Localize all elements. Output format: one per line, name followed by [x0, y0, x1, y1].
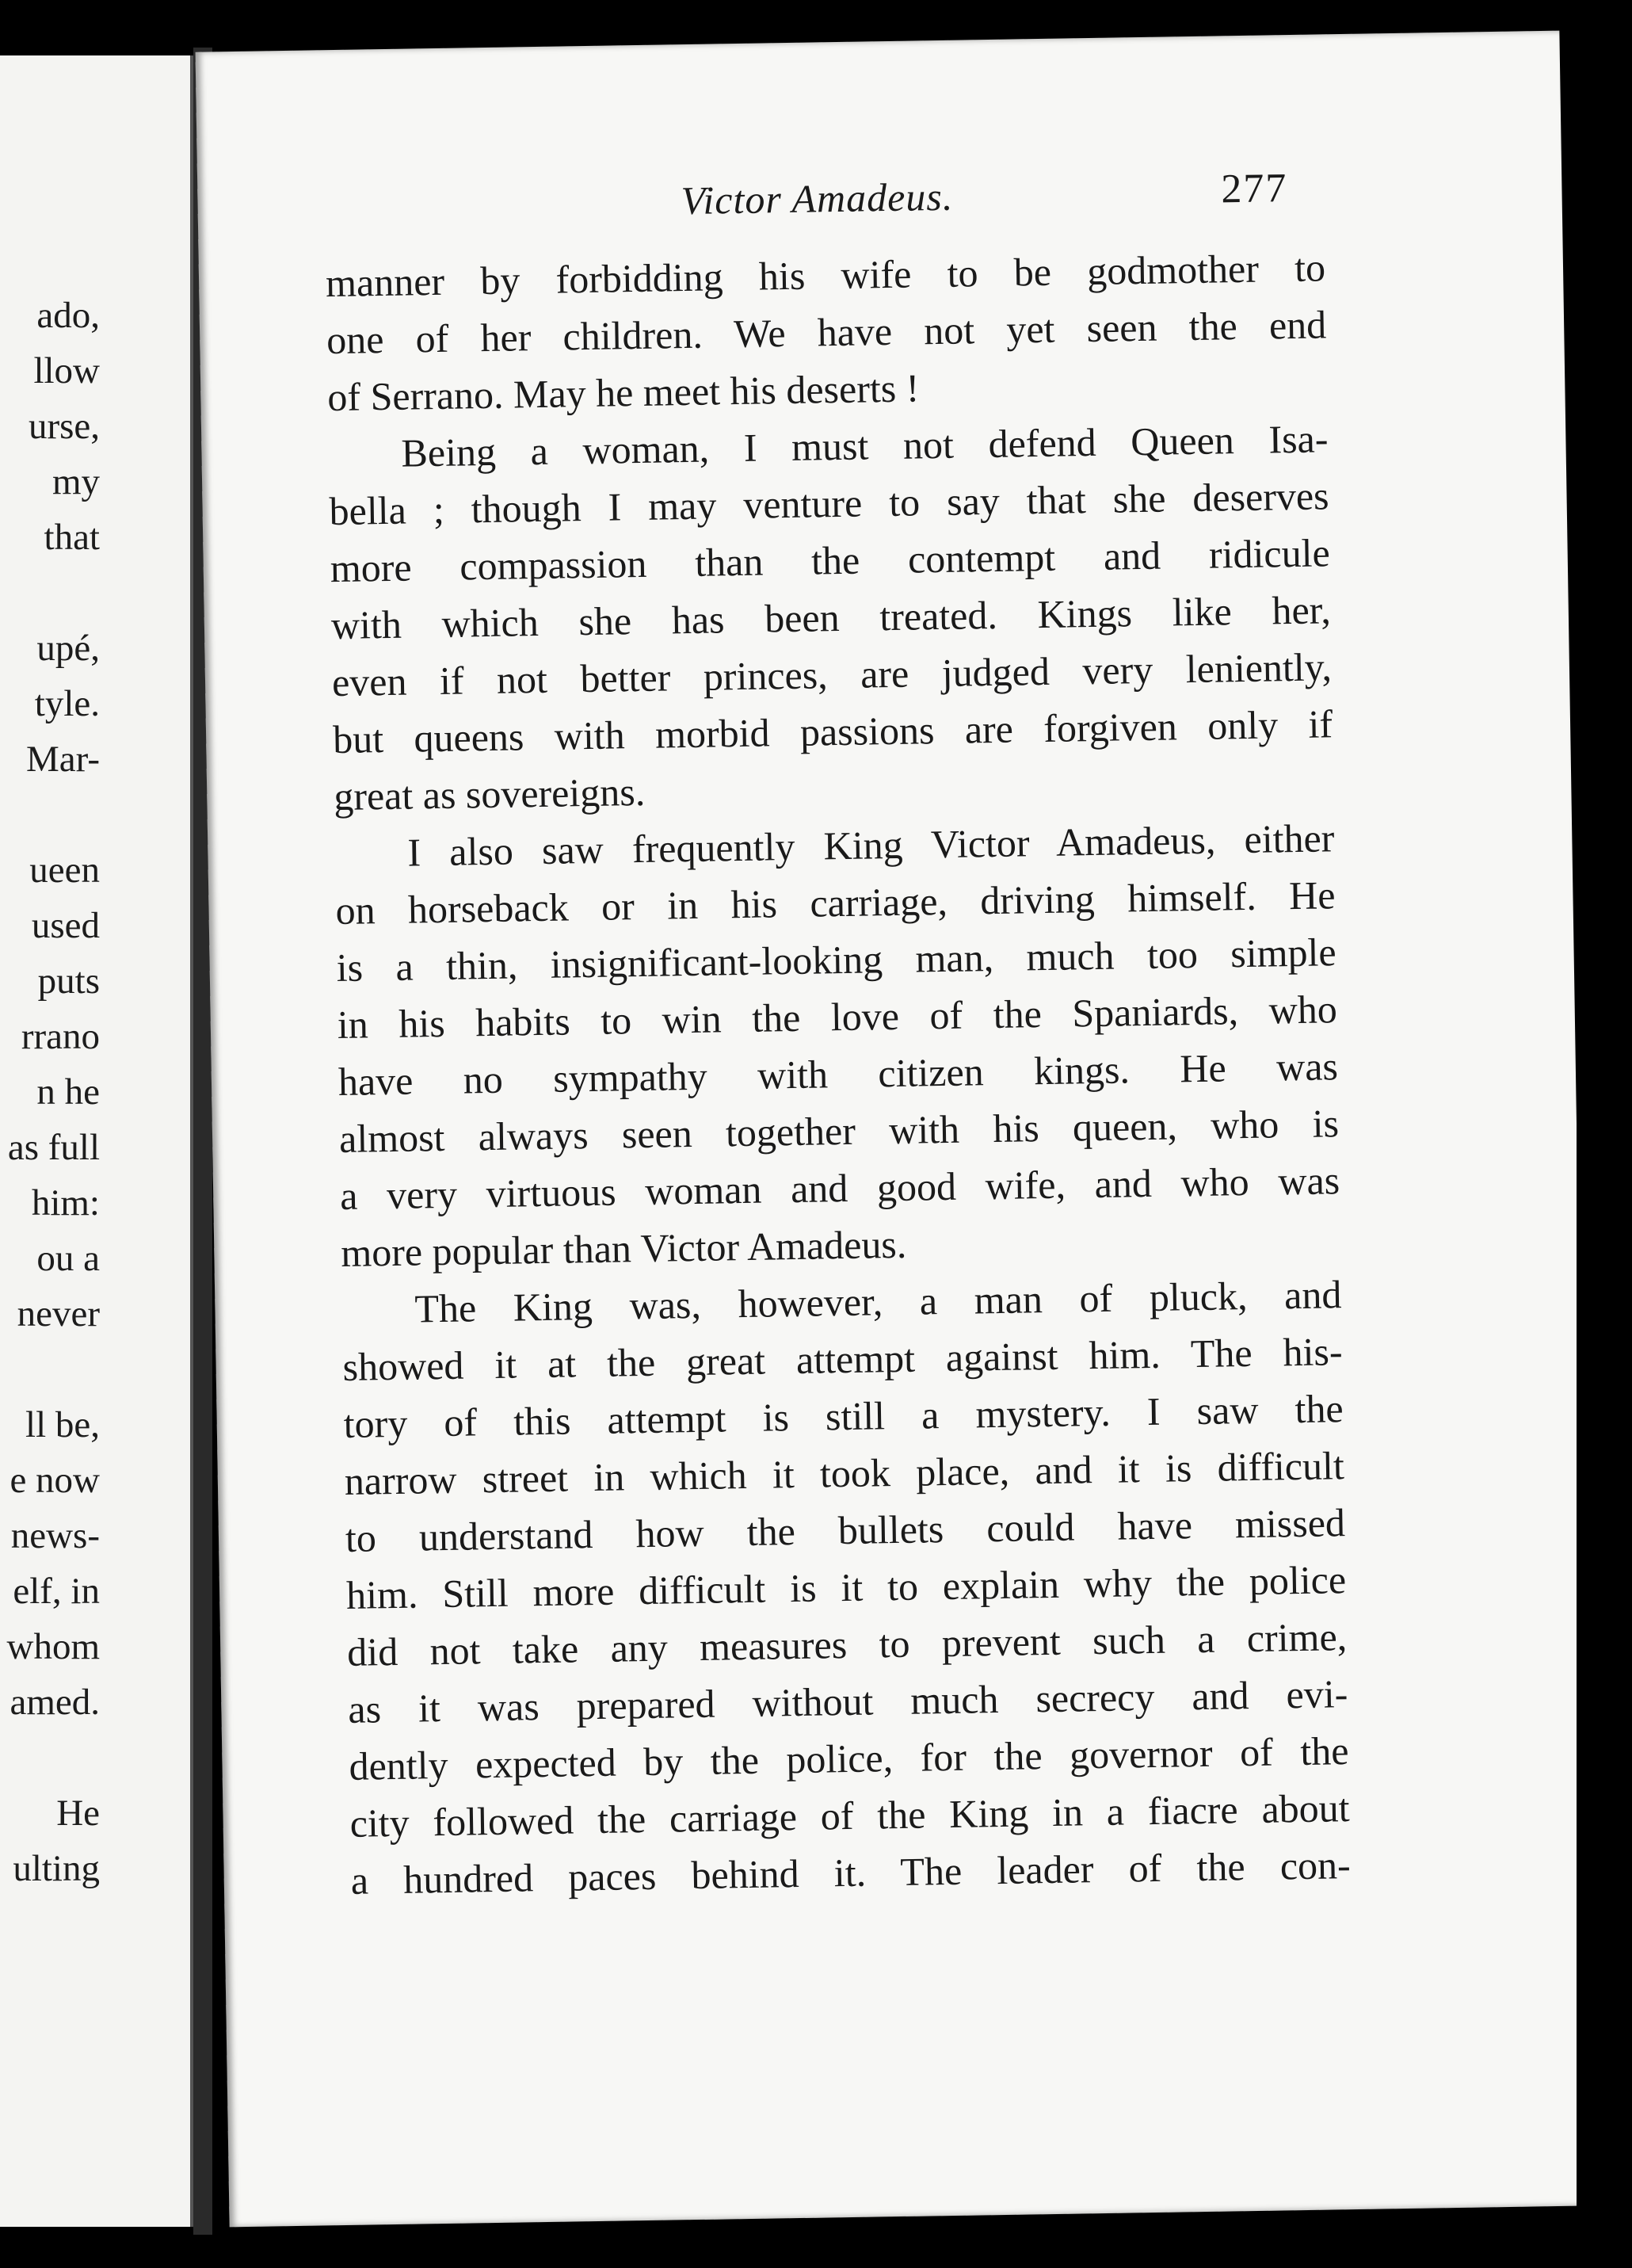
text-line: I also saw frequently King Victor Amadeus, either — [407, 815, 1335, 875]
facing-page-line: He — [56, 1793, 100, 1834]
facing-page-line: my — [51, 461, 100, 502]
text-line: him. Still more difficult is it to explain why the police — [345, 1557, 1347, 1617]
facing-page-line: Mar- — [25, 739, 100, 780]
book-page — [196, 31, 1594, 2228]
text-line: to understand how the bullets could have missed — [345, 1500, 1346, 1560]
facing-page-line: llow — [33, 350, 100, 391]
text-line: Being a woman, I must not defend Queen Isa- — [401, 416, 1329, 475]
text-line: on horseback or in his carriage, driving himself. He — [335, 872, 1336, 934]
text-line: dently expected by the police, for the governor of the — [349, 1728, 1349, 1789]
text-line: almost always seen together with his queen, who is — [338, 1101, 1340, 1162]
text-line: showed it at the great attempt against him. The his- — [342, 1329, 1343, 1389]
text-line: but queens with morbid passions are forgiven only if — [332, 701, 1333, 762]
facing-page-line: puts — [37, 960, 100, 1002]
text-line: in his habits to win the love of the Spaniards, who — [337, 987, 1338, 1048]
text-line: a very virtuous woman and good wife, and who was — [339, 1158, 1340, 1218]
text-line: more compassion than the contempt and ridicule — [330, 530, 1331, 591]
scan-border — [1577, 32, 1632, 2268]
text-line: as it was prepared without much secrecy and evi- — [347, 1671, 1348, 1732]
facing-page-line: never — [17, 1293, 100, 1334]
facing-page-line: ueen — [29, 850, 100, 891]
text-line: have no sympathy with citizen kings. He was — [337, 1044, 1339, 1105]
facing-page-line: n he — [36, 1071, 100, 1113]
facing-page-line: tyle. — [34, 683, 100, 724]
text-line: bella ; though I may venture to say that she deserves — [329, 473, 1329, 534]
text-line: did not take any measures to prevent such a crime, — [346, 1614, 1348, 1674]
text-line: a hundred paces behind it. The leader of the con- — [350, 1842, 1352, 1903]
body-text — [326, 239, 1352, 1909]
text-line: is a thin, insignificant-looking man, much too simple — [336, 930, 1337, 991]
text-line: The King was, however, a man of pluck, and — [414, 1272, 1342, 1331]
text-line: even if not better princes, are judged very leniently, — [331, 644, 1333, 705]
facing-page-line: used — [31, 905, 100, 946]
text-line: with which she has been treated. Kings like her, — [330, 587, 1332, 648]
text-line: great as sovereigns. — [333, 769, 646, 819]
facing-page-line: urse, — [28, 406, 100, 447]
facing-page-line: news- — [10, 1515, 100, 1556]
text-line: one of her children. We have not yet seen the end — [326, 302, 1327, 363]
text-line: tory of this attempt is still a mystery. I saw the — [343, 1386, 1344, 1446]
facing-page-line: ou a — [36, 1238, 100, 1279]
facing-page-line: that — [44, 517, 100, 558]
facing-page-line: ado, — [36, 295, 100, 336]
facing-page-line: ulting — [13, 1848, 100, 1889]
running-head: Victor Amadeus. — [681, 174, 954, 223]
facing-page-line: elf, in — [13, 1571, 100, 1612]
facing-page-line: him: — [31, 1182, 100, 1224]
text-line: manner by forbidding his wife to be godmother to — [325, 245, 1326, 306]
text-line: city followed the carriage of the King in a fiacre about — [349, 1785, 1350, 1846]
page-number: 277 — [1220, 166, 1288, 212]
facing-page-line: e now — [10, 1460, 100, 1501]
facing-page-line: amed. — [10, 1682, 100, 1723]
text-line: of Serrano. May he meet his deserts ! — [326, 365, 920, 420]
facing-page-line: as full — [7, 1127, 100, 1168]
facing-page-line: ll be, — [25, 1404, 100, 1445]
text-line: more popular than Victor Amadeus. — [340, 1221, 907, 1275]
facing-page-line: upé, — [36, 628, 100, 669]
facing-page-line: rrano — [21, 1016, 100, 1057]
text-line: narrow street in which it took place, and it is difficult — [344, 1443, 1345, 1503]
facing-page-line: whom — [6, 1626, 100, 1667]
facing-page — [0, 55, 193, 2227]
